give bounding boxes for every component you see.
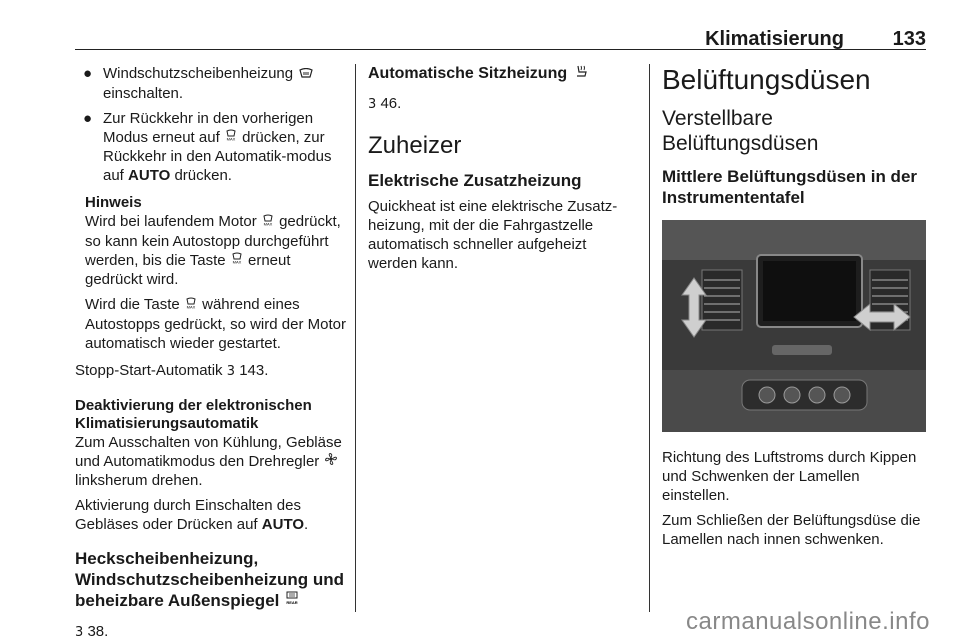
dashboard-vents-photo — [662, 220, 926, 432]
section-heading: Deaktivierung der elektronischen Klimatisierungsautomatik — [75, 396, 312, 432]
paragraph: Zum Ausschalten von Kühlung, Gebläse und Automatikmodus den Drehregler linksherum drehen. — [75, 433, 342, 490]
column-2 — [368, 64, 634, 279]
chapter-heading: Belüftungsdüsen — [662, 64, 871, 95]
section-heading: Zuheizer — [368, 132, 462, 160]
paragraph: Aktivierung durch Einschalten des Gebläses oder Drücken auf AUTO. — [75, 497, 309, 534]
note-paragraph: Wird bei laufendem Motor MAX gedrückt, so kann kein Autostopp durchgeführt werden, bis die Taste MAX erneut gedrückt wird. — [85, 213, 341, 289]
column-1 — [75, 64, 350, 642]
cross-reference[interactable]: Stopp-Start-Automatik 3 143. — [75, 361, 269, 379]
auto-label: AUTO — [128, 167, 171, 185]
paragraph: Richtung des Luftstroms durch Kippen und Schwenken der Lamellen einstellen. — [662, 449, 917, 504]
max-defrost-icon — [186, 296, 196, 315]
list-item-text: Windschutzscheibenheizung — [103, 65, 294, 82]
section-heading: Verstellbare Belüftungsdüsen — [662, 107, 819, 155]
bullet-dot: ● — [83, 109, 93, 127]
cross-reference[interactable]: 3 38. — [75, 623, 109, 641]
windscreen-heating-icon — [299, 65, 313, 84]
list-item-text: drücken. — [174, 167, 232, 185]
svg-text:MAX: MAX — [226, 136, 236, 142]
list-item — [75, 64, 350, 103]
max-defrost-icon — [226, 128, 236, 147]
note-heading: Hinweis — [85, 194, 142, 212]
watermark: carmanualsonline.info — [686, 608, 930, 635]
auto-label: AUTO — [261, 516, 305, 534]
note-block — [75, 193, 350, 353]
section-heading: Automatische Sitzheizung — [368, 64, 634, 84]
svg-text:MAX: MAX — [232, 259, 242, 265]
note-paragraph: Wird die Taste MAX während eines Autostopps gedrückt, so wird der Motor automatisch wieder gestartet. — [85, 296, 346, 352]
arrow-ref-icon: 3 — [75, 625, 84, 641]
section-heading: Heckscheibenheizung, Windschutzscheibenheizung und beheizbare Außenspiegel REAR — [75, 548, 350, 612]
cross-reference[interactable]: 3 46. — [368, 95, 402, 113]
column-divider-2 — [649, 64, 650, 612]
rear-heating-icon — [286, 591, 298, 612]
svg-text:MAX: MAX — [263, 221, 273, 226]
seat-heating-icon — [574, 64, 588, 84]
subsection-heading: Mittlere Belüftungsdüsen in der Instrumententafel — [662, 167, 918, 207]
chapter-title: Klimatisierung — [705, 28, 844, 50]
max-defrost-icon — [232, 251, 242, 270]
max-defrost-icon — [263, 213, 273, 232]
list-item-text: Zur Rückkehr in den vorherigen Modus erneut auf — [103, 109, 314, 146]
list-item-text: einschalten. — [103, 84, 184, 102]
svg-text:MAX: MAX — [186, 304, 196, 309]
list-item — [75, 109, 350, 186]
column-3 — [662, 64, 926, 555]
page-number: 133 — [892, 28, 926, 50]
page-header — [75, 26, 926, 50]
svg-text:REAR: REAR — [286, 600, 298, 606]
arrow-ref-icon: 3 — [226, 363, 236, 379]
column-divider-1 — [355, 64, 356, 612]
bullet-dot: ● — [83, 65, 93, 82]
paragraph: Quickheat ist eine elektrische Zusatz-heizung, mit der die Fahrgastzelle automatisch schneller aufgeheizt werden kann. — [368, 198, 618, 273]
fan-icon — [325, 452, 337, 471]
paragraph: Zum Schließen der Belüftungsdüse die Lamellen nach innen schwenken. — [662, 512, 921, 548]
subsection-heading: Elektrische Zusatzheizung — [368, 171, 582, 191]
arrow-ref-icon: 3 — [368, 97, 377, 113]
list-item-text: drücken, zur Rückkehr in den Automatik-modus auf — [103, 128, 332, 185]
